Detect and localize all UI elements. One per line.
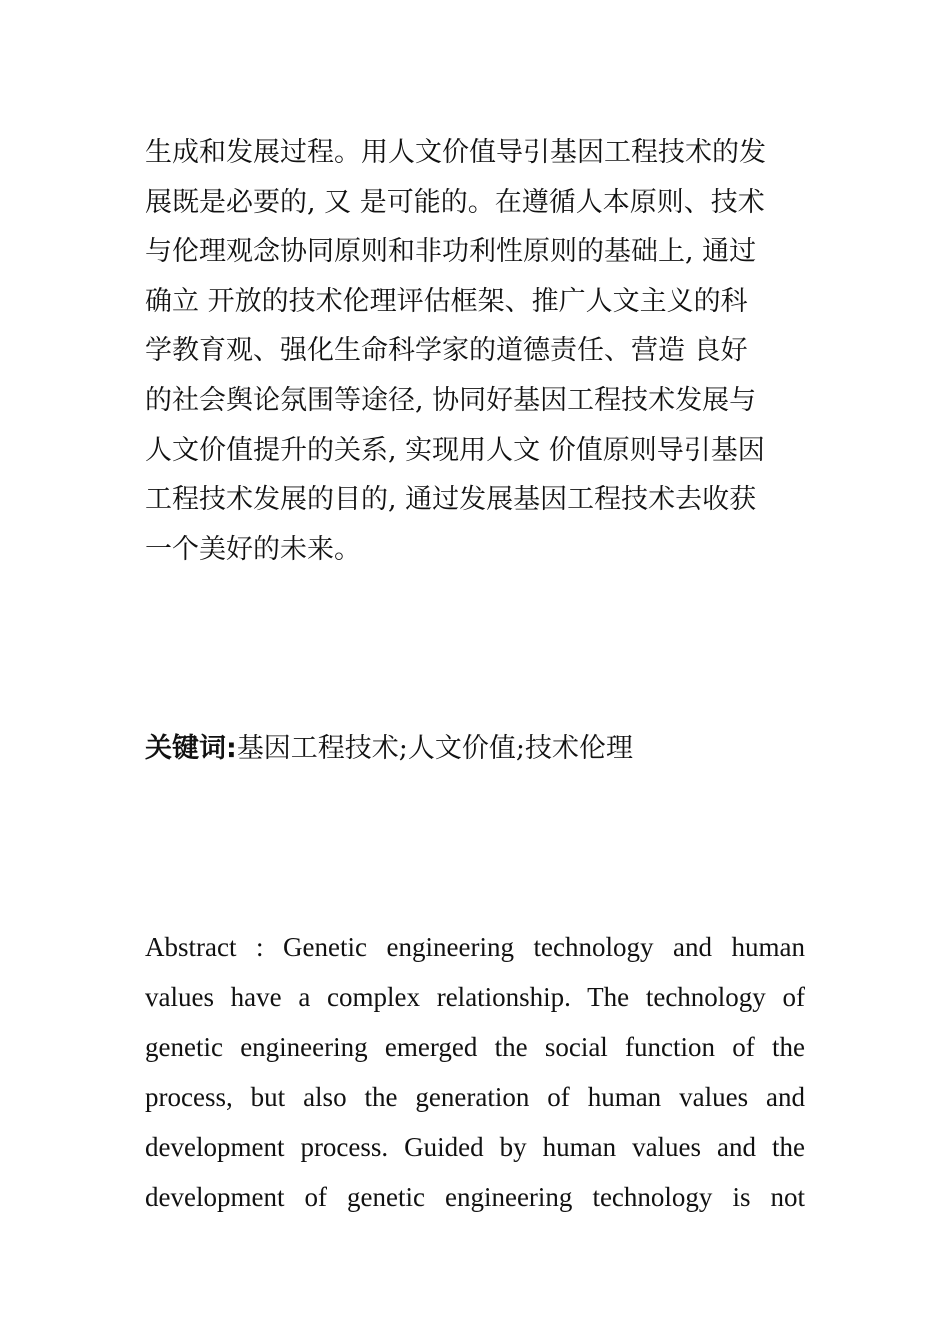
chinese-abstract-line: 工程技术发展的目的, 通过发展基因工程技术去收获 xyxy=(145,484,757,516)
english-abstract-line: Abstract : Genetic engineering technology and human xyxy=(145,932,805,962)
english-abstract-line: process, but also the generation of human values and xyxy=(145,1082,805,1112)
chinese-abstract-line: 展既是必要的, 又 是可能的。在遵循人本原则、技术 xyxy=(145,186,765,218)
chinese-abstract-line: 的社会舆论氛围等途径, 协同好基因工程技术发展与 xyxy=(145,384,757,416)
chinese-abstract-line: 人文价值提升的关系, 实现用人文 价值原则导引基因 xyxy=(145,434,765,466)
keywords-value: 基因工程技术;人文价值;技术伦理 xyxy=(236,733,634,764)
english-abstract-line: development process. Guided by human values and the xyxy=(145,1132,805,1162)
keywords-line xyxy=(145,725,805,773)
chinese-abstract-line: 与伦理观念协同原则和非功利性原则的基础上, 通过 xyxy=(145,236,757,268)
english-abstract-line: development of genetic engineering technology is not xyxy=(145,1182,805,1212)
chinese-abstract-line: 确立 开放的技术伦理评估框架、推广人文主义的科 xyxy=(145,285,748,317)
keywords-label: 关键词: xyxy=(145,733,237,764)
english-abstract-line: genetic engineering emerged the social function of the xyxy=(145,1032,805,1062)
english-abstract-paragraph xyxy=(145,922,805,1222)
chinese-abstract-line: 学教育观、强化生命科学家的道德责任、营造 良好 xyxy=(145,335,748,367)
chinese-abstract-line: 一个美好的未来。 xyxy=(145,533,361,565)
chinese-abstract-paragraph xyxy=(145,128,805,574)
chinese-abstract-line: 生成和发展过程。用人文价值导引基因工程技术的发 xyxy=(145,137,766,168)
english-abstract-line: values have a complex relationship. The technology of xyxy=(145,982,805,1012)
